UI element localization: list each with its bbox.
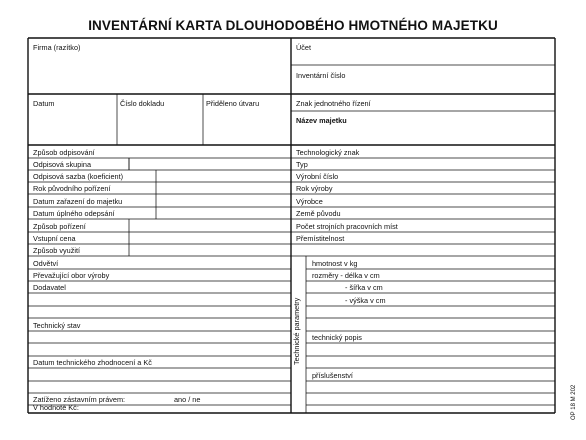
- left-row-label: Převažující obor výroby: [33, 271, 110, 280]
- right-row-label: Země původu: [296, 209, 341, 218]
- right-row-label: Typ: [296, 160, 308, 169]
- left-row-label: Způsob odpisování: [33, 148, 95, 157]
- left-row-label: Dodavatel: [33, 283, 66, 292]
- cislo-dokladu-label: Číslo dokladu: [120, 99, 165, 108]
- zastava-options: ano / ne: [174, 395, 201, 404]
- datum-label: Datum: [33, 99, 55, 108]
- left-row-label: Technický stav: [33, 321, 81, 330]
- left-row-label: Způsob využití: [33, 246, 81, 255]
- form-code: OP 18 M 202: [571, 384, 577, 420]
- parametry-row-label: hmotnost v kg: [312, 259, 358, 268]
- left-row-label: Způsob pořízení: [33, 222, 86, 231]
- inventarni-cislo-label: Inventární číslo: [296, 71, 346, 80]
- left-row-label: Zatíženo zástavním právem:: [33, 395, 126, 404]
- technicke-parametry-label: Technické parametry: [292, 297, 301, 365]
- right-row-label: Výrobce: [296, 197, 323, 206]
- left-row-label: Datum zařazení do majetku: [33, 197, 123, 206]
- left-row-label: Datum technického zhodnocení a Kč: [33, 358, 152, 367]
- left-row-label: V hodnotě Kč:: [33, 403, 79, 412]
- left-row-label: Vstupní cena: [33, 234, 76, 243]
- nazev-majetku-label: Název majetku: [296, 116, 347, 125]
- parametry-row-label: - výška v cm: [345, 296, 386, 305]
- left-row-label: Odpisová sazba (koeficient): [33, 172, 124, 181]
- left-row-label: Odvětví: [33, 259, 59, 268]
- left-row-label: Rok původního pořízení: [33, 184, 111, 193]
- right-row-label: Výrobní číslo: [296, 172, 339, 181]
- parametry-row-label: rozměry - délka v cm: [312, 271, 380, 280]
- form-labels: [33, 43, 398, 412]
- parametry-row-label: příslušenství: [312, 371, 353, 380]
- parametry-row-label: technický popis: [312, 333, 362, 342]
- firma-label: Firma (razítko): [33, 43, 81, 52]
- ucet-label: Účet: [296, 43, 312, 52]
- left-row-label: Datum úplného odepsání: [33, 209, 115, 218]
- right-row-label: Technologický znak: [296, 148, 360, 157]
- prideleno-utvaru-label: Přiděleno útvaru: [206, 99, 260, 108]
- right-row-label: Rok výroby: [296, 184, 333, 193]
- right-row-label: Počet strojních pracovních míst: [296, 222, 398, 231]
- form-title: INVENTÁRNÍ KARTA DLOUHODOBÉHO HMOTNÉHO MAJETKU: [88, 18, 498, 33]
- znak-rizeni-label: Znak jednotného řízení: [296, 99, 371, 108]
- left-row-label: Odpisová skupina: [33, 160, 92, 169]
- parametry-row-label: - šířka v cm: [345, 283, 383, 292]
- right-row-label: Přemístitelnost: [296, 234, 345, 243]
